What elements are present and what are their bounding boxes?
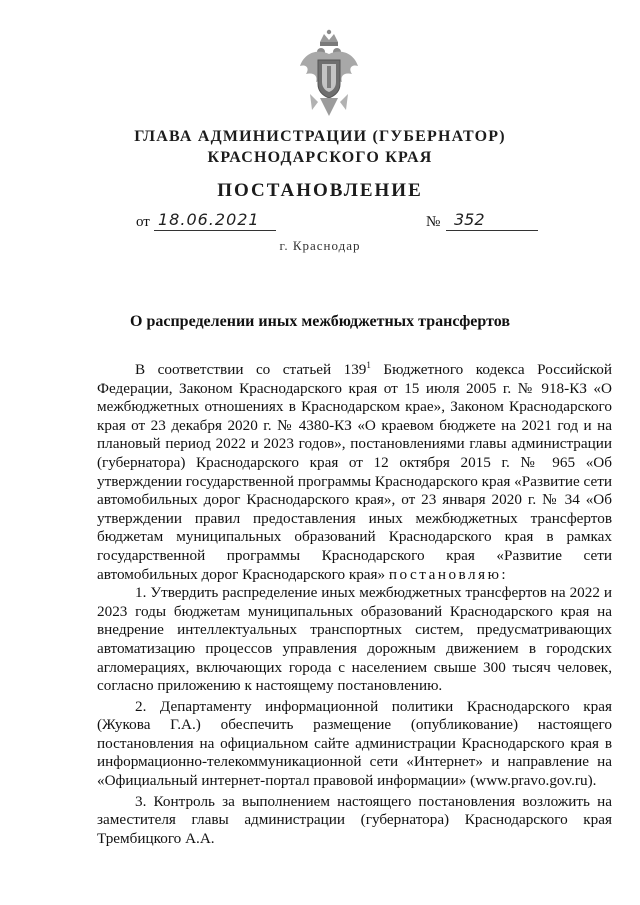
date-label: от (136, 214, 150, 230)
article-superscript: 1 (366, 359, 371, 370)
item-paragraph-1: 1. Утвердить распределение иных межбюджетных трансфертов на 2022 и 2023 годы бюджетам муниципальных образований Краснодарского края на внедрение интеллектуальных транспортных систем, предусматривающих автоматизацию процессов управления дорожным движением в городских агломерациях, включающих города с населением свыше 300 тысяч человек, согласно приложению к настоящему постановлению. (97, 584, 612, 695)
document-type: ПОСТАНОВЛЕНИЕ (217, 180, 423, 201)
document-body (97, 361, 612, 848)
number-label: № (426, 214, 441, 230)
document-title: О распределении иных межбюджетных трансфертов (130, 313, 510, 330)
preamble-text-start: В соответствии со статьей 139 (135, 361, 367, 378)
coat-of-arms-icon (296, 28, 362, 120)
item-paragraph-2: 2. Департаменту информационной политики Краснодарского края (Жукова Г.А.) обеспечить размещение (опубликование) настоящего постановления на официальном сайте администрации Краснодарского края в информационно-телекоммуникационной сети «Интернет» и направление на «Официальный интернет-портал правовой информации» (www.pravo.gov.ru). (97, 697, 612, 790)
preamble-text: Бюджетного кодекса Российской Федерации, Законом Краснодарского края от 15 июля 2005 г. № 918-КЗ «О межбюджетных отношениях в Краснодарском крае», Законом Краснодарского края от 23 декабря 2020 г. № 4380-КЗ «О краевом бюджете на 2021 год и на плановый период 2022 и 2023 годов», постановлениями главы администрации (губернатора) Краснодарского края от 12 октября 2015 г. № 965 «Об утверждении государственной программы Краснодарского края «Развитие сети автомобильных дорог Краснодарского края», от 23 января 2020 г. № 34 «Об утверждении правил предоставления иных межбюджетных трансфертов бюджетам муниципальных образований Краснодарского края в рамках государственной программы Краснодарского края «Развитие сети автомобильных дорог Краснодарского края» (97, 361, 613, 583)
document-date: 18.06.2021 (154, 210, 276, 231)
issuer-line-2: КРАСНОДАРСКОГО КРАЯ (207, 149, 433, 166)
item-paragraph-3: 3. Контроль за выполнением настоящего постановления возложить на заместителя главы администрации (губернатора) Краснодарского края Трембицкого А.А. (97, 792, 612, 847)
document-number: 352 (446, 210, 538, 231)
resolve-word: постановляю: (388, 565, 509, 583)
preamble-paragraph (97, 361, 612, 584)
city-label: г. Краснодар (279, 238, 361, 253)
issuer-line-1: ГЛАВА АДМИНИСТРАЦИИ (ГУБЕРНАТОР) (134, 128, 506, 145)
